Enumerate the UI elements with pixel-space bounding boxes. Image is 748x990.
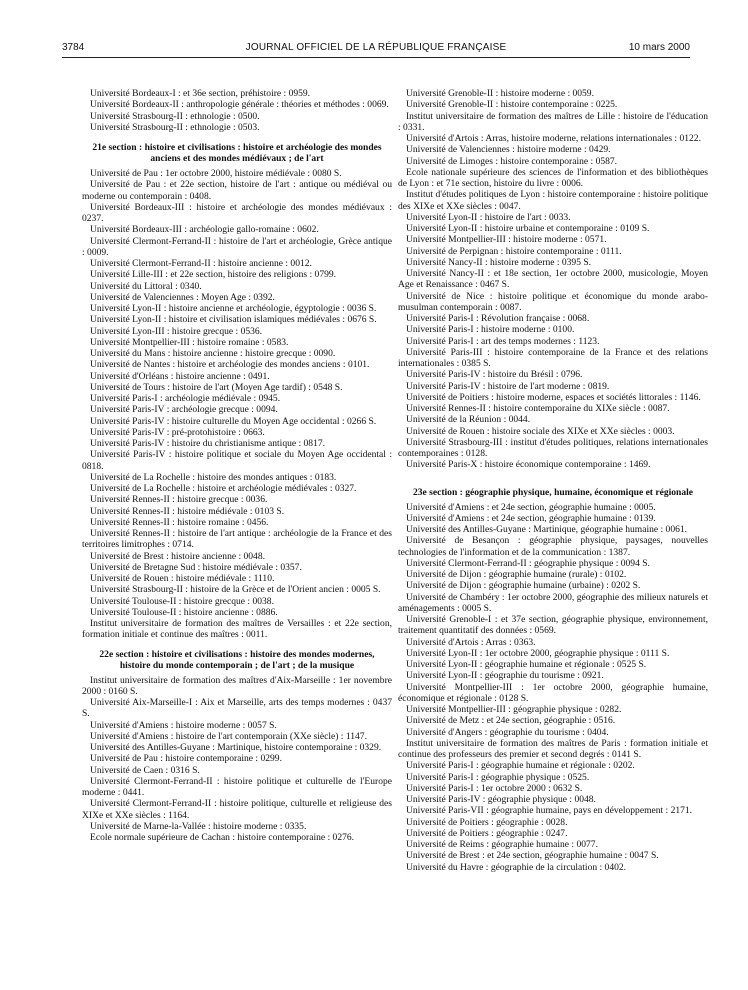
list-item: Université du Mans : histoire ancienne : histoire grecque : 0090.	[90, 348, 336, 359]
list-item: Université Montpellier-III : histoire romaine : 0583.	[90, 336, 289, 348]
list-item: Université Bordeaux-I : et 36e section, préhistoire : 0959.	[90, 88, 311, 99]
list-item: Université Bordeaux-II : anthropologie générale : théories et méthodes : 0069.	[90, 99, 389, 111]
list-item: Université Aix-Marseille-I : Aix et Marseille, arts des temps modernes : 0437 S.	[82, 697, 392, 720]
continued-list	[398, 88, 708, 471]
page-header	[62, 42, 690, 58]
list-item: Université de Brest : histoire ancienne : 0048.	[90, 550, 265, 562]
list-item: Université Paris-I : art des temps modernes : 1123.	[406, 335, 600, 347]
list-item: Université Toulouse-II : histoire grecque : 0038.	[90, 595, 274, 607]
list-item: Université Rennes-II : histoire romaine : 0456.	[90, 516, 269, 528]
list-item: Université Grenoble-I : et 37e section, géographie physique, environnement, traitement quantitatif des données : 0569.	[398, 614, 708, 637]
list-item: Université Grenoble-II : histoire moderne : 0059.	[406, 88, 594, 99]
list-item: Université Paris-IV : histoire politique et sociale du Moyen Age occidental : 0818.	[82, 449, 392, 472]
list-item: Université de Brest : et 24e section, géographie humaine : 0047 S.	[406, 850, 659, 862]
list-item: Université de Dijon : géographie humaine (rurale) : 0102.	[406, 569, 627, 580]
list-item: Université de Nice : histoire politique et économique du monde arabo-musulman contemporain : 0087.	[398, 290, 708, 313]
list-item: Université Paris-I : histoire moderne : 0100.	[406, 324, 575, 336]
list-item: Université de Poitiers : géographie : 0028.	[406, 816, 568, 828]
list-item: Université de Pau : et 22e section, histoire de l'art : antique ou médiéval ou moderne ou contemporain : 0408.	[82, 179, 392, 202]
list-item: Université de Besançon : géographie physique, paysages, nouvelles technologies de l'information et de la communication : 1387.	[398, 535, 708, 558]
section-22-title: 22e section : histoire et civilisations : histoire des mondes modernes, histoire du monde contemporain ; de l'art ; de la musique	[99, 648, 375, 671]
list-item: Université Paris-I : 1er octobre 2000 : 0632 S.	[406, 782, 583, 794]
list-item: Université Paris-I : géographie physique : 0525.	[406, 771, 590, 783]
list-item: Université Nancy-II : histoire moderne : 0395 S.	[406, 256, 592, 268]
list-item: Institut universitaire de formation des maîtres de Paris : formation initiale et continue des professeurs des premier et second degrés : 0141 S.	[398, 737, 708, 760]
list-item: Université Rennes-II : histoire contemporaine du XIXe siècle : 0087.	[406, 403, 670, 414]
list-item: Université Lyon-II : histoire ancienne et archéologie, égyptologie : 0036 S.	[90, 303, 377, 314]
list-item: Institut d'études politiques de Lyon : histoire contemporaine : histoire politique des XIXe et XXe siècles : 0047.	[398, 189, 708, 212]
list-item: Université Rennes-II : histoire de l'art antique : archéologie de la France et des territoires limitrophes : 0714.	[82, 528, 392, 551]
list-item: Université Lyon-II : histoire de l'art : 0033.	[406, 211, 571, 223]
list-item: Université Nancy-II : et 18e section, 1er octobre 2000, musicologie, Moyen Age et Renaissance : 0467 S.	[398, 268, 708, 291]
list-item: Université d'Amiens : histoire moderne : 0057 S.	[90, 719, 277, 731]
list-item: Université de Marne-la-Vallée : histoire moderne : 0335.	[90, 820, 307, 832]
list-item: Université de la Réunion : 0044.	[406, 414, 531, 426]
list-item: Université de Pau : 1er octobre 2000, histoire médiévale : 0080 S.	[90, 168, 342, 179]
list-item: Université de Metz : et 24e section, géographie : 0516.	[406, 715, 616, 727]
journal-title: JOURNAL OFFICIEL DE LA RÉPUBLIQUE FRANÇAISE	[245, 42, 507, 53]
list-item: Université Lille-III : et 22e section, histoire des religions : 0799.	[90, 269, 337, 281]
list-item: Université de Poitiers : géographie : 0247.	[406, 827, 568, 839]
list-item: Université Bordeaux-III : archéologie gallo-romaine : 0602.	[90, 224, 319, 236]
list-item: Université du Havre : géographie de la circulation : 0402.	[406, 861, 627, 873]
list-item: Université de Poitiers : histoire moderne, espaces et sociétés littorales : 1146.	[406, 391, 701, 403]
list-item: Université de Reims : géographie humaine : 0077.	[406, 839, 598, 850]
list-item: Ecole nationale supérieure des sciences de l'information et des bibliothèques de Lyon : et 71e section, histoire du livre : 0006.	[398, 166, 708, 189]
list-item: Université des Antilles-Guyane : Martinique, histoire contemporaine : 0329.	[90, 742, 382, 753]
list-item: Université de Rouen : histoire médiévale : 1110.	[90, 573, 275, 584]
list-item: Université d'Amiens : et 24e section, géographie humaine : 0005.	[406, 501, 656, 513]
section-21-title: 21e section : histoire et civilisations : histoire et archéologie des mondes anciens et des mondes médiévaux ; de l'art	[92, 142, 382, 164]
list-item: Université d'Amiens : et 24e section, géographie humaine : 0139.	[406, 512, 656, 524]
list-item: Université Clermont-Ferrand-II : histoire politique, culturelle et religieuse des XIXe et XXe siècles : 1164.	[82, 798, 392, 821]
list-item: Université de Perpignan : histoire contemporaine : 0111.	[406, 245, 622, 257]
list-item: Université de Rouen : histoire sociale des XIXe et XXe siècles : 0003.	[406, 425, 675, 437]
list-item: Université Clermont-Ferrand-II : histoire politique et culturelle de l'Europe moderne : 0441.	[82, 775, 392, 798]
list-item: Université de La Rochelle : histoire des mondes antiques : 0183.	[90, 471, 337, 483]
list-item: Ecole normale supérieure de Cachan : histoire contemporaine : 0276.	[90, 832, 355, 843]
list-item: Université Rennes-II : histoire grecque : 0036.	[90, 494, 268, 506]
list-item: Université d'Artois : Arras : 0363.	[406, 636, 536, 648]
list-item: Université Paris-IV : histoire du Brésil : 0796.	[406, 369, 583, 381]
right-column	[398, 88, 708, 873]
list-item: Université de Tours : histoire de l'art (Moyen Age tardif) : 0548 S.	[90, 381, 343, 393]
list-item: Université Clermont-Ferrand-II : histoire ancienne : 0012.	[90, 258, 312, 269]
issue-date: 10 mars 2000	[628, 42, 690, 53]
list-item: Université Strasbourg-II : histoire de la Grèce et de l'Orient ancien : 0005 S.	[90, 584, 381, 596]
list-item: Université Strasbourg-II : ethnologie : 0500.	[90, 110, 260, 122]
list-item: Université Bordeaux-III : histoire et archéologie des mondes médiévaux : 0237.	[82, 201, 392, 224]
list-item: Université de Chambéry : 1er octobre 2000, géographie des milieux naturels et aménagements : 0005 S.	[398, 591, 708, 614]
list-item: Université des Antilles-Guyane : Martinique, géographie humaine : 0061.	[406, 524, 688, 535]
section-23-list	[398, 502, 708, 873]
list-item: Institut universitaire de formation des maîtres de Lille : histoire de l'éducation : 0331.	[398, 110, 708, 133]
list-item: Université de Dijon : géographie humaine (urbaine) : 0202 S.	[406, 580, 641, 592]
list-item: Université de Limoges : histoire contemporaine : 0587.	[406, 155, 618, 167]
list-item: Université Paris-IV : histoire du christianisme antique : 0817.	[90, 438, 326, 449]
list-item: Université Montpellier-III : 1er octobre 2000, géographie humaine, économique et régionale : 0128 S.	[398, 681, 708, 704]
list-item: Université Paris-IV : géographie physique : 0048.	[406, 794, 596, 805]
list-item: Université de Pau : histoire contemporaine : 0299.	[90, 753, 282, 765]
list-item: Université Clermont-Ferrand-II : géographie physique : 0094 S.	[406, 557, 650, 569]
list-item: Université Paris-I : géographie humaine et régionale : 0202.	[406, 760, 635, 772]
list-item: Université du Littoral : 0340.	[90, 280, 202, 292]
list-item: Université Montpellier-III : histoire moderne : 0571.	[406, 234, 607, 246]
list-item: Université Clermont-Ferrand-II : histoire de l'art et archéologie, Grèce antique : 0009.	[82, 235, 392, 258]
left-column	[82, 88, 392, 843]
list-item: Université Toulouse-II : histoire ancienne : 0886.	[90, 606, 278, 618]
list-item: Université Lyon-II : histoire et civilisation islamiques médiévales : 0676 S.	[90, 314, 377, 326]
section-21-list	[82, 168, 392, 641]
list-item: Université de Bretagne Sud : histoire médiévale : 0357.	[90, 561, 302, 573]
list-item: Université d'Artois : Arras, histoire moderne, relations internationales : 0122.	[406, 133, 701, 144]
list-item: Université Lyon-II : 1er octobre 2000, géographie physique : 0111 S.	[406, 647, 670, 659]
list-item: Université d'Amiens : histoire de l'art contemporain (XXe siècle) : 1147.	[90, 730, 367, 742]
list-item: Université Paris-VII : géographie humaine, pays en développement : 2171.	[406, 805, 693, 817]
list-item: Université Paris-IV : histoire de l'art moderne : 0819.	[406, 380, 610, 392]
list-item: Université de La Rochelle : histoire et archéologie médiévales : 0327.	[90, 483, 357, 494]
list-item: Université Paris-I : Révolution française : 0068.	[406, 313, 590, 324]
list-item: Université Lyon-II : géographie humaine et régionale : 0525 S.	[406, 659, 647, 670]
section-22-list	[82, 675, 392, 844]
list-item: Université de Caen : 0316 S.	[90, 764, 200, 776]
list-item: Institut universitaire de formation des maîtres de Versailles : et 22e section, formation initiale et continue des maîtres : 0011.	[82, 618, 392, 641]
list-item: Université Lyon-II : histoire urbaine et contemporaine : 0109 S.	[406, 223, 650, 234]
list-item: Université Paris-X : histoire économique contemporaine : 1469.	[406, 459, 651, 471]
list-item: Université Paris-I : archéologie médiévale : 0945.	[90, 393, 281, 404]
page-number: 3784	[62, 42, 85, 53]
list-item: Université Lyon-III : histoire grecque : 0536.	[90, 325, 263, 337]
list-item: Université Montpellier-III : géographie physique : 0282.	[406, 704, 622, 715]
list-item: Institut universitaire de formation des maîtres d'Aix-Marseille : 1er novembre 2000 : 0160 S.	[82, 674, 392, 697]
list-item: Université Paris-IV : archéologie grecque : 0094.	[90, 404, 278, 416]
list-item: Université Lyon-II : géographie du tourisme : 0921.	[406, 670, 604, 682]
list-item: Université Rennes-II : histoire médiévale : 0103 S.	[90, 505, 285, 517]
list-item: Université Strasbourg-III : institut d'études politiques, relations internationales contemporaines : 0128.	[398, 436, 708, 459]
list-item: Université Paris-III : histoire contemporaine de la France et des relations internationales : 0385 S.	[398, 346, 708, 369]
list-item: Université Strasbourg-II : ethnologie : 0503.	[90, 121, 260, 133]
list-item: Université d'Orléans : histoire ancienne : 0491.	[90, 370, 270, 382]
header-rule	[62, 57, 690, 58]
list-item: Université Paris-IV : histoire culturelle du Moyen Age occidental : 0266 S.	[90, 415, 377, 427]
list-item: Université de Nantes : histoire et archéologie des mondes anciens : 0101.	[90, 359, 370, 371]
list-item: Université Paris-IV : pré-protohistoire : 0663.	[90, 426, 265, 438]
list-item: Université Grenoble-II : histoire contemporaine : 0225.	[406, 99, 618, 111]
list-item: Université de Valenciennes : histoire moderne : 0429.	[406, 144, 611, 156]
list-item: Université d'Angers : géographie du tourisme : 0404.	[406, 726, 609, 738]
intro-list	[82, 88, 392, 133]
section-23-title: 23e section : géographie physique, humaine, économique et régionale	[412, 486, 694, 498]
list-item: Université de Valenciennes : Moyen Age : 0392.	[90, 291, 275, 303]
